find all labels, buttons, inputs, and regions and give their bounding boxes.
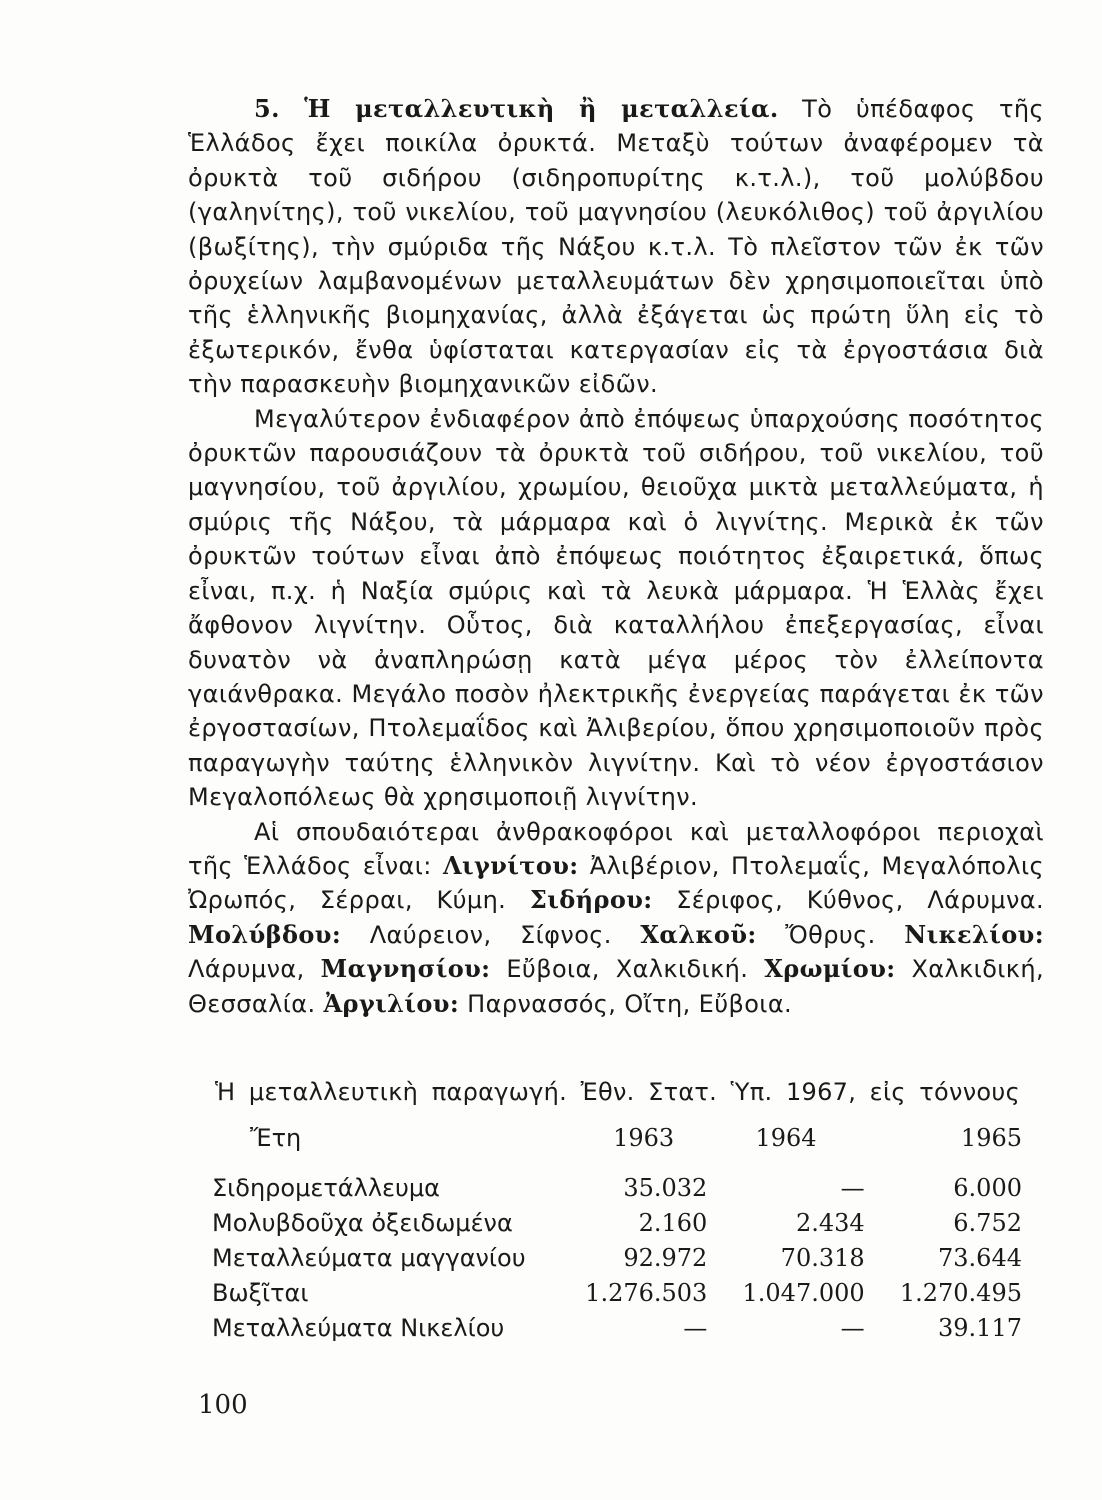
mineral-name: Σιδήρου: [529, 885, 653, 915]
table-header-row [212, 1118, 1022, 1158]
cell-value: 1.047.000 [742, 1278, 865, 1307]
table-row [212, 1158, 1022, 1205]
mineral-name: Μαγνησίου: [320, 954, 491, 984]
mineral-places: Σέριφος, Κύθνος, Λάρυμνα. [652, 886, 1044, 915]
row-label: Βωξῖται [212, 1278, 309, 1307]
table-row [212, 1205, 1022, 1240]
mineral-places: Ὄθρυς. [756, 920, 905, 949]
cell-value: 35.032 [623, 1173, 708, 1202]
cell-value: — [683, 1313, 708, 1342]
cell-value: — [840, 1313, 865, 1342]
row-label: Μεταλλεύματα Νικελίου [212, 1313, 505, 1342]
cell-value: 2.160 [638, 1208, 708, 1237]
section-heading: 5. Ἡ μεταλλευτικὴ ἢ μεταλλεία. [254, 94, 779, 123]
year-header: 1963 [613, 1124, 675, 1152]
mineral-name: Χρωμίου: [764, 954, 896, 984]
page-number: 100 [198, 1390, 248, 1420]
row-label: Μεταλλεύματα μαγγανίου [212, 1243, 526, 1272]
cell-value: 92.972 [623, 1243, 708, 1272]
production-table [212, 1118, 1022, 1345]
year-header: 1964 [755, 1124, 817, 1152]
cell-value: 2.434 [795, 1208, 865, 1237]
mineral-places: Παρνασσός, Οἴτη, Εὔβοια. [459, 989, 793, 1018]
mineral-name: Χαλκοῦ: [640, 919, 757, 949]
row-label: Σιδηρομετάλλευμα [212, 1173, 440, 1202]
year-header: 1965 [960, 1124, 1022, 1152]
mineral-places: Εὔβοια, Χαλκιδική. [490, 955, 765, 984]
mineral-places: Λάρυμνα, [188, 955, 321, 984]
mineral-places: Ἀλιβέριον, Πτολεμαΐς, Μεγαλόπολις Ὠρωπός, Σέρραι, Κύμη. [188, 851, 1044, 915]
table-row [212, 1310, 1022, 1345]
years-label: Ἔτη [250, 1124, 302, 1152]
mineral-name: Ἀργιλίου: [323, 988, 460, 1018]
body-text [188, 92, 1044, 1021]
row-label: Μολυβδοῦχα ὀξειδωμένα [212, 1208, 513, 1237]
mineral-name: Μολύβδου: [188, 919, 342, 949]
paragraph-1-text: Τὸ ὑπέδαφος τῆς Ἑλλάδος ἔχει ποικίλα ὀρυκτά. Μεταξὺ τούτων ἀναφέρομεν τὰ ὀρυκτὰ τοῦ σιδήρου (σιδηροπυρίτης κ.τ.λ.), τοῦ μολύβδου (γαληνίτης), τοῦ νικελίου, τοῦ μαγνησίου (λευκόλιθος) τοῦ ἀργιλίου (βωξίτης), τὴν σμύριδα τῆς Νάξου κ.τ.λ. Τὸ πλεῖστον τῶν ἐκ τῶν ὀρυχείων λαμβανομένων μεταλλευμάτων δὲν χρησιμοποιεῖται ὑπὸ τῆς ἑλληνικῆς βιομηχανίας, ἀλλὰ ἐξάγεται ὡς πρώτη ὕλη εἰς τὸ ἐξωτερικόν, ἔνθα ὑφίσταται κατεργασίαν εἰς τὰ ἐργοστάσια διὰ τὴν παρασκευὴν βιομηχανικῶν εἰδῶν. [188, 95, 1044, 399]
cell-value: 6.000 [953, 1173, 1022, 1202]
mineral-places: Χαλκιδική, Θεσσαλία. [188, 955, 1044, 1018]
mineral-name: Λιγνίτου: [442, 850, 579, 880]
mineral-name: Νικελίου: [904, 919, 1044, 949]
paragraph-2: Μεγαλύτερον ἐνδιαφέρον ἀπὸ ἐπόψεως ὑπαρχούσης ποσότητος ὀρυκτῶν παρουσιάζουν τὰ ὀρυκτὰ τοῦ σιδήρου, τοῦ νικελίου, τοῦ μαγνησίου, τοῦ ἀργιλίου, χρωμίου, θειοῦχα μικτὰ μεταλλεύματα, ἡ σμύρις τῆς Νάξου, τὰ μάρμαρα καὶ ὁ λιγνίτης. Μερικὰ ἐκ τῶν ὀρυκτῶν τούτων εἶναι ἀπὸ ἐπόψεως ποιότητος ἐξαιρετικά, ὅπως εἶναι, π.χ. ἡ Ναξία σμύρις καὶ τὰ λευκὰ μάρμαρα. Ἡ Ἑλλὰς ἔχει ἄφθονον λιγνίτην. Οὗτος, διὰ καταλλήλου ἐπεξεργασίας, εἶναι δυνατὸν νὰ ἀναπληρώσῃ κατὰ μέγα μέρος τὸν ἐλλείποντα γαιάνθρακα. Μεγάλο ποσὸν ἠλεκτρικῆς ἐνεργείας παράγεται ἐκ τῶν ἐργοστασίων, Πτολεμαΐδος καὶ Ἀλιβερίου, ὅπου χρησιμοποιοῦν πρὸς παραγωγὴν ταύτης ἑλληνικὸν λιγνίτην. Καὶ τὸ νέον ἐργοστάσιον Μεγαλοπόλεως θὰ χρησιμοποιῇ λιγνίτην. [188, 404, 1044, 812]
paragraph-3 [188, 815, 1044, 1021]
cell-value: — [840, 1173, 865, 1202]
table-row [212, 1240, 1022, 1275]
cell-value: 1.276.503 [585, 1278, 708, 1307]
table-row [212, 1275, 1022, 1310]
cell-value: 70.318 [780, 1243, 865, 1272]
table-caption: Ἡ μεταλλευτικὴ παραγωγή. Ἐθν. Στατ. Ὑπ. 1967, εἰς τόννους [215, 1078, 1020, 1106]
cell-value: 1.270.495 [899, 1278, 1022, 1307]
paragraph-3-intro: Αἱ σπουδαιότεραι ἀνθρακοφόροι καὶ μεταλλοφόροι περιοχαὶ τῆς Ἑλλάδος εἶναι: [188, 817, 1044, 880]
paragraph-1 [188, 92, 1044, 402]
cell-value: 73.644 [938, 1243, 1022, 1272]
cell-value: 6.752 [953, 1208, 1022, 1237]
mineral-places: Λαύρειον, Σίφνος. [341, 920, 641, 949]
cell-value: 39.117 [938, 1313, 1022, 1342]
